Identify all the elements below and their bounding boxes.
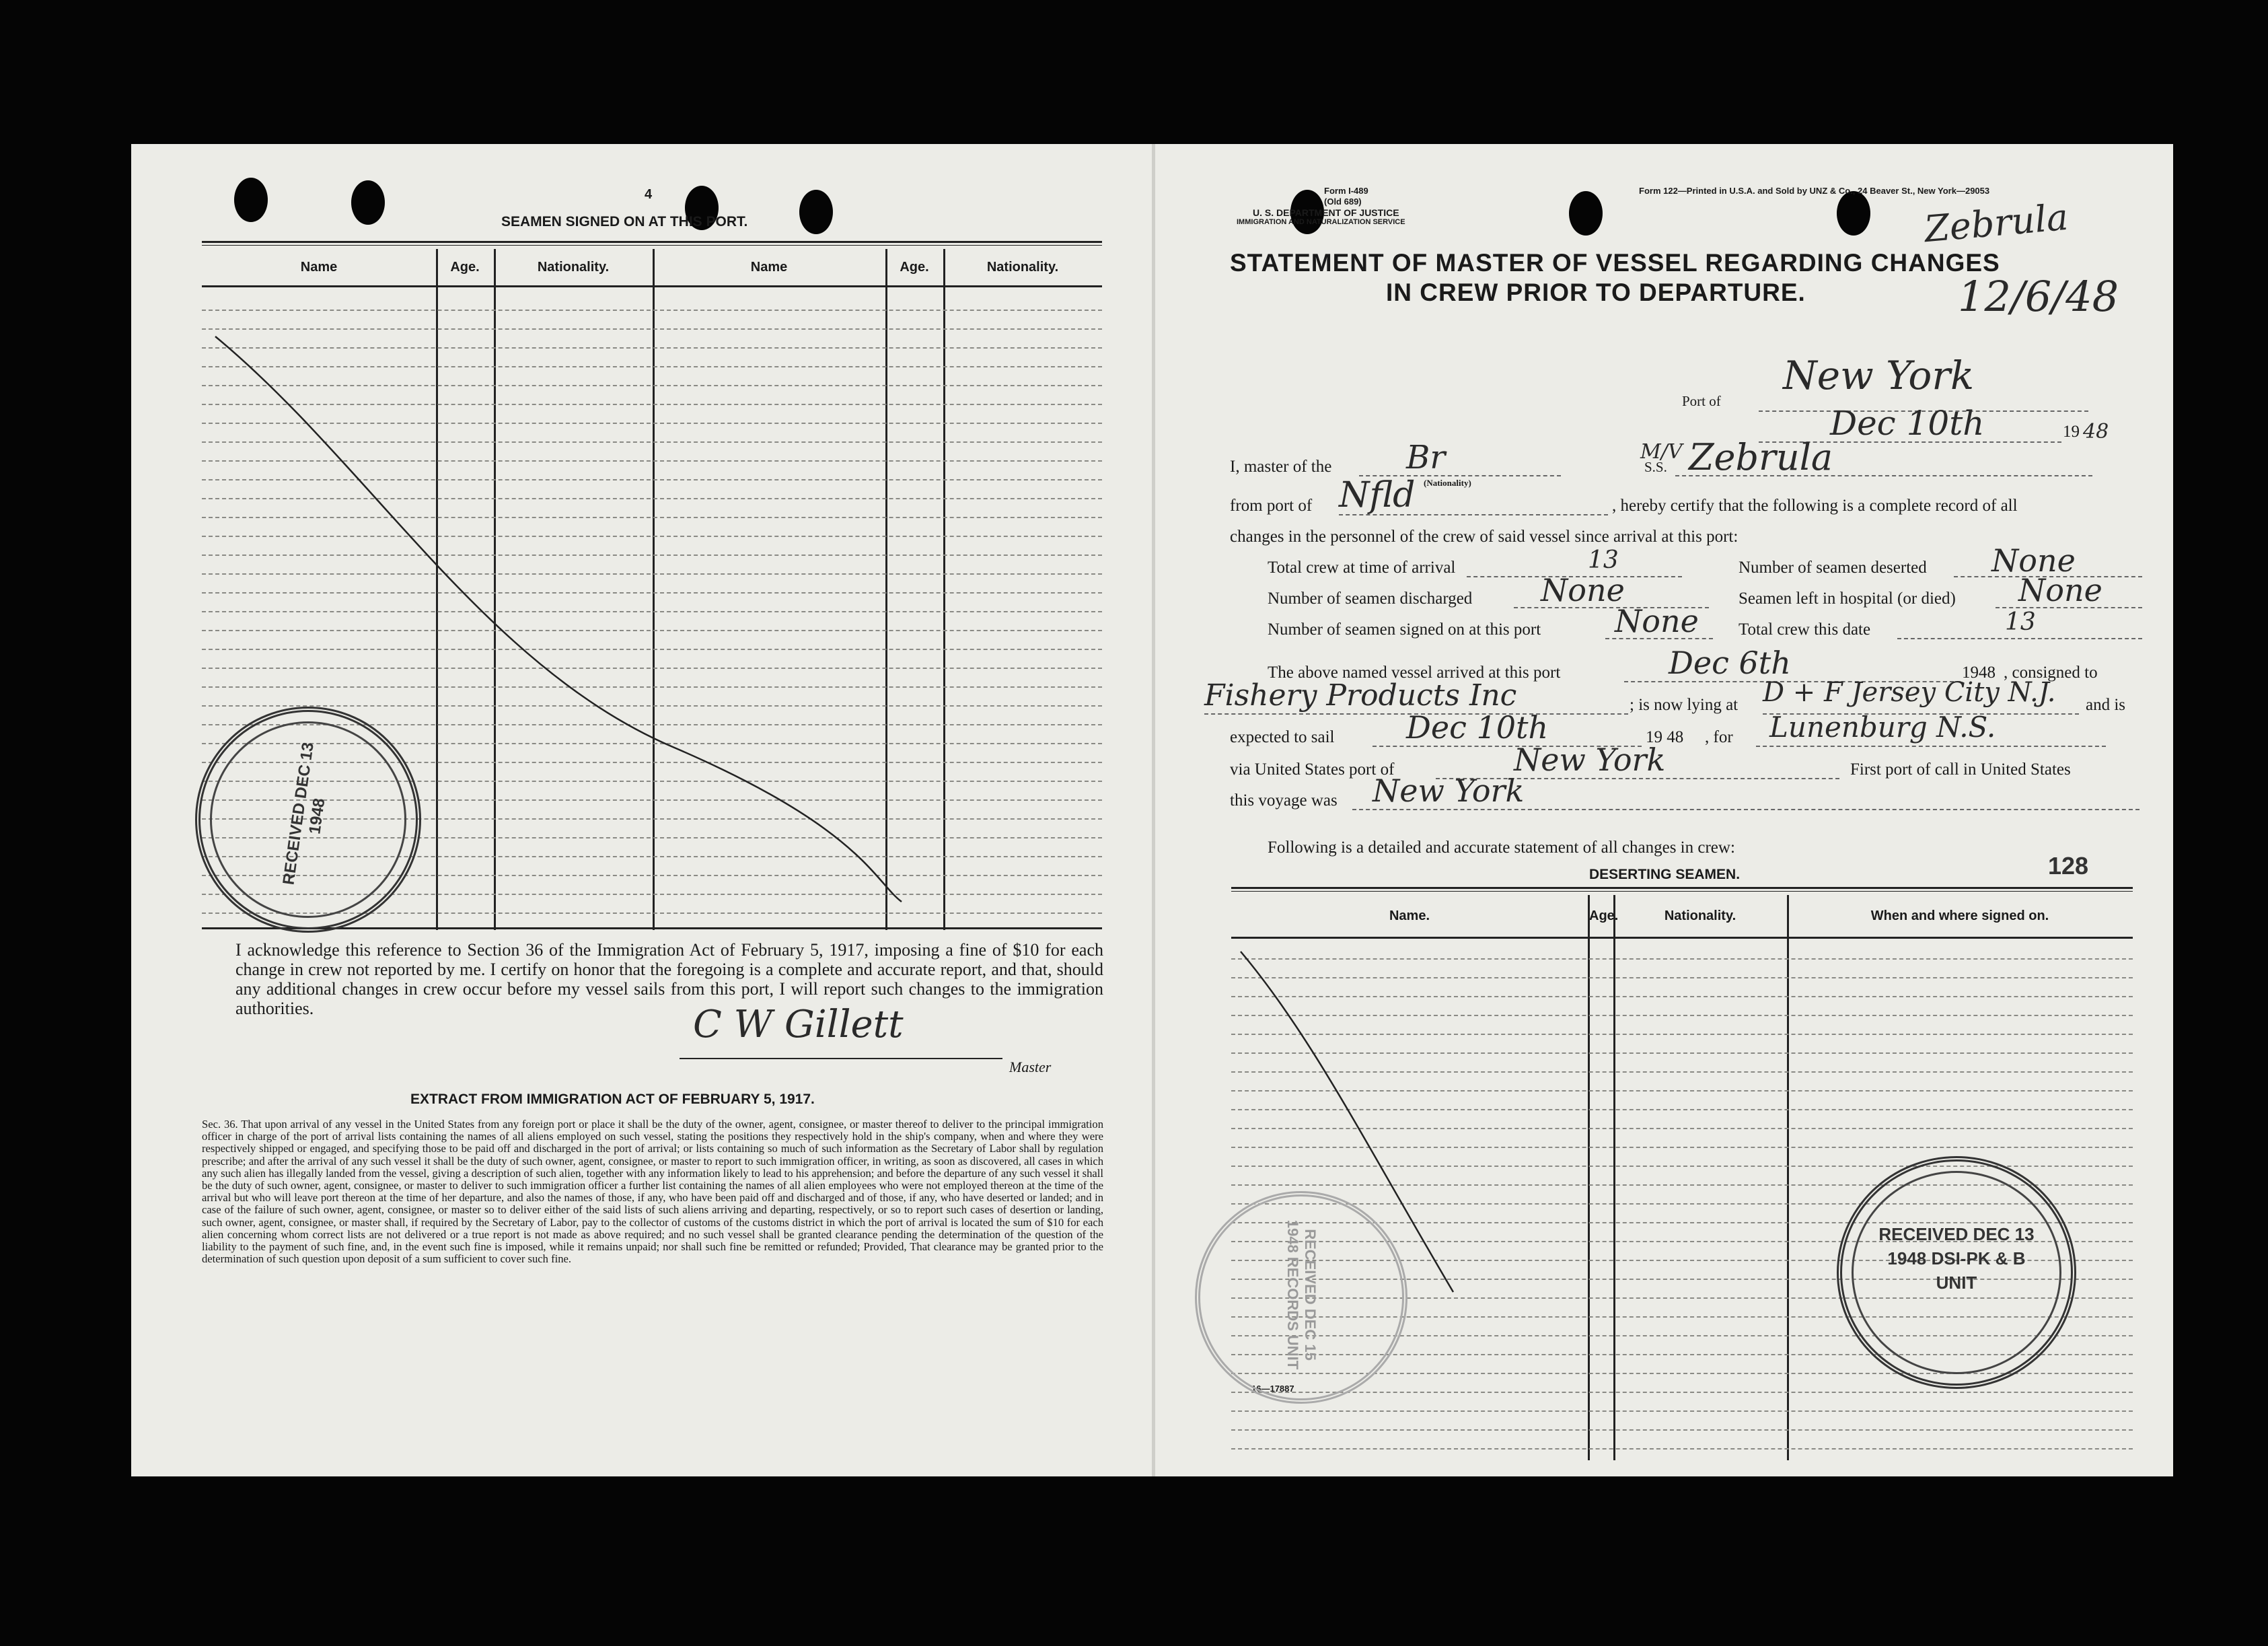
via-label: via United States port of (1230, 760, 1395, 779)
col-age: Age. (450, 260, 480, 275)
date-value: Dec 10th (1830, 404, 1985, 443)
certify-text: , hereby certify that the following is a complete record of all (1612, 497, 2018, 515)
via-value: New York (1514, 742, 1666, 778)
department: U. S. DEPARTMENT OF JUSTICE (1253, 207, 1399, 218)
col-deserter-age: Age. (1589, 908, 1619, 923)
year-value: 48 (2083, 420, 2109, 443)
ss-label: S.S. (1644, 459, 1667, 475)
port-value: New York (1783, 353, 1975, 398)
vessel-type: M/V (1640, 440, 1683, 464)
deserting-table-top-rule (1231, 887, 2133, 889)
table-row-line (202, 310, 1102, 311)
col-age-2: Age. (900, 260, 929, 275)
lying-value: D + F Jersey City N.J. (1763, 677, 2056, 708)
form-title-line2: IN CREW PRIOR TO DEPARTURE. (1386, 279, 1806, 306)
deserting-table-header-rule (1231, 937, 2133, 939)
and-is: and is (2086, 696, 2126, 714)
deserting-title: DESERTING SEAMEN. (1589, 867, 1741, 882)
handwritten-ship-name: Zebrula (1922, 195, 2070, 251)
hospital-value: None (2018, 572, 2102, 608)
discharged-label: Number of seamen discharged (1268, 589, 1473, 608)
table-row-line (1231, 1410, 2133, 1412)
lying-label: ; is now lying at (1630, 696, 1739, 714)
handwritten-date: 12/6/48 (1958, 272, 2119, 321)
signed-on-label: Number of seamen signed on at this port (1268, 620, 1541, 639)
received-stamp: RECEIVED DEC 13 1948 DSI-PK & B UNIT (1837, 1156, 2076, 1389)
from-port-label: from port of (1230, 497, 1313, 515)
vessel-name: Zebrula (1689, 436, 1833, 478)
col-nationality: Nationality. (537, 260, 610, 275)
punch-hole (351, 180, 385, 225)
expected-label: expected to sail (1230, 728, 1335, 746)
total-crew-arrival-label: Total crew at time of arrival (1268, 559, 1456, 577)
master-signature: C W Gillett (693, 1003, 904, 1046)
following-text: Following is a detailed and accurate statement of all changes in crew: (1268, 838, 1735, 857)
form-old: (Old 689) (1324, 196, 1362, 207)
acknowledgement-text: I acknowledge this reference to Section 36 of the Immigration Act of February 5, 1917, imposing a fine of $10 for each change in crew not reported by me. I certify on honor that the foregoing is a complete and accurate report, and that, should any additional changes in crew occur before my vessel sails from this port, I will report such changes to the immigration authorities. (235, 940, 1103, 1018)
page-fold (1152, 144, 1155, 1476)
table-row-line (1231, 1392, 2133, 1393)
deserted-label: Number of seamen deserted (1739, 559, 1927, 577)
first-port-label: First port of call in United States (1850, 760, 2071, 779)
voyage-label: this voyage was (1230, 791, 1338, 810)
col-name-2: Name (750, 260, 788, 275)
hospital-label: Seamen left in hospital (or died) (1739, 589, 1956, 608)
stamped-number: 128 (2048, 852, 2089, 880)
master-label: Master (1009, 1059, 1052, 1075)
consignee-value: Fishery Products Inc (1204, 678, 1517, 713)
nationality-value: Br (1406, 439, 1446, 476)
master-of-label: I, master of the (1230, 458, 1332, 476)
form-number: Form I-489 (1324, 186, 1368, 196)
punch-hole (1569, 191, 1603, 236)
footer-code: 16—17887 (1251, 1384, 1294, 1394)
destination-value: Lunenburg N.S. (1769, 711, 1996, 744)
table-row-line (1231, 1429, 2133, 1431)
changes-text: changes in the personnel of the crew of said vessel since arrival at this port: (1230, 528, 1739, 546)
punch-hole (799, 190, 833, 234)
deserted-value: None (1991, 542, 2076, 579)
col-signed-on: When and where signed on. (1870, 908, 2049, 923)
arrived-label: The above named vessel arrived at this port (1268, 664, 1561, 682)
for-label: , for (1705, 728, 1733, 746)
extract-body: Sec. 36. That upon arrival of any vessel in the United States from any foreign port or place it shall be the duty of the owner, agent, consignee, or master thereof to deliver to the principal immigration officer in charge of the port of arrival lists containing the names of all aliens employed on such vessel, stating the positions they respectively hold in the ship's company, when and where they were respectively shipped or engaged, and specifying those to be paid off and discharged in the port of arrival; or lists containing so much of such information as the Secretary of Labor shall by regulation prescribe; and after the arrival of any such vessel it shall be the duty of such owner, agent, consignee, or master to report to such immigration officer, in writing, as soon as discovered, all cases in which any such alien has illegally landed from the vessel, giving a description of such alien, together with any information likely to lead to his apprehension; and before the departure of any such vessel it shall be the duty of such owner, agent, consignee, or master to deliver to such immigration officer a further list containing the names of all alien employees who were not employed thereon at the time of the arrival but who will leave port thereon at the time of her departure, and also the names of those, if any, who have been paid off and discharged and of those, if any, who have deserted or landed; and in case of the failure of such owner, agent, consignee, or master so to deliver either of the said lists of such aliens arriving and departing, respectively, or so to report such cases of desertion or landing, such owner, agent, consignee, or master shall, if required by the Secretary of Labor, pay to the collector of customs of the customs district in which the port of arrival is located the sum of $10 for each alien concerning whom correct lists are not delivered or a true report is not made as above required; and no such vessel shall be granted clearance pending the determination of the question of the liability to the payment of such fine, and, in the event such fine is imposed, while it remains unpaid; nor shall such fine be remitted or refunded; Provided, That clearance may be granted prior to the determination of such question upon deposit of a sum sufficient to cover such fine. (202, 1118, 1103, 1266)
table-header-rule (202, 285, 1102, 287)
discharged-value: None (1541, 572, 1625, 608)
arrived-year: 1948 (1962, 664, 1996, 682)
col-deserter-name: Name. (1389, 908, 1430, 923)
records-stamp: RECEIVED DEC 15 1948 RECORDS UNIT (1195, 1191, 1407, 1404)
table-top-rule (202, 241, 1102, 243)
punch-hole (234, 178, 268, 222)
total-crew-date-value: 13 (2005, 608, 2036, 636)
page-number: 4 (645, 187, 653, 202)
total-crew-arrival-value: 13 (1588, 546, 1619, 574)
total-crew-date-label: Total crew this date (1739, 620, 1871, 639)
consigned-label: , consigned to (2004, 664, 2098, 682)
table-row-line (1231, 1448, 2133, 1450)
extract-title: EXTRACT FROM IMMIGRATION ACT OF FEBRUARY 5, 1917. (410, 1092, 815, 1107)
col-nationality-2: Nationality. (986, 260, 1059, 275)
received-stamp: RECEIVED DEC 13 1948 (195, 707, 421, 933)
signed-on-value: None (1615, 603, 1699, 639)
nationality-caption: (Nationality) (1424, 478, 1471, 488)
form-title-line1: STATEMENT OF MASTER OF VESSEL REGARDING CHANGES (1230, 249, 2000, 277)
col-deserter-nationality: Nationality. (1664, 908, 1736, 923)
printer-note: Form 122—Printed in U.S.A. and Sold by UNZ & Co., 24 Beaver St., New York—29053 (1639, 186, 1990, 196)
year-prefix: 19 (2063, 423, 2080, 441)
service: IMMIGRATION AND NATURALIZATION SERVICE (1237, 218, 1405, 226)
section-title: SEAMEN SIGNED ON AT THIS PORT. (501, 214, 748, 229)
col-name: Name (300, 260, 338, 275)
from-port-value: Nfld (1339, 475, 1416, 515)
arrived-value: Dec 6th (1669, 645, 1791, 681)
sail-value: Dec 10th (1406, 709, 1549, 746)
port-label: Port of (1682, 393, 1721, 409)
voyage-value: New York (1373, 773, 1525, 809)
punch-hole (1837, 191, 1870, 236)
sail-year: 19 48 (1646, 728, 1684, 746)
